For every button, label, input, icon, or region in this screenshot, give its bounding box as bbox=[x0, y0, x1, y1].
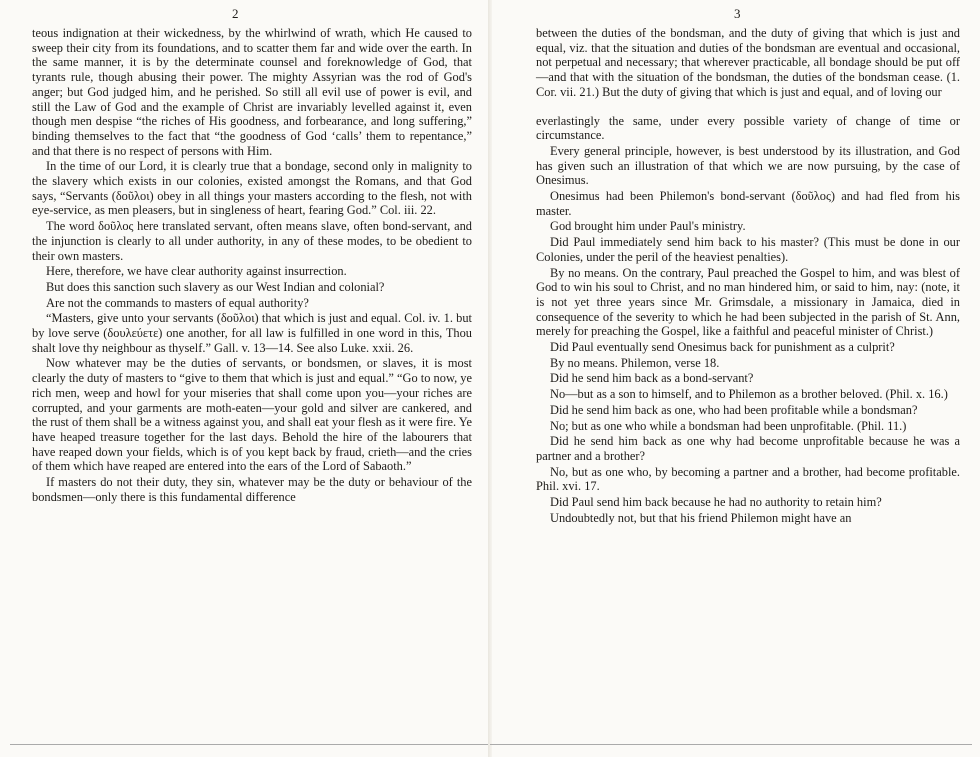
paragraph: teous indignation at their wickedness, by the whirlwind of wrath, which He caused to sweep their city from its foundations, and to scatter them far and wide over the earth. In the same manner, it is by the determinate counsel and foreknowledge of God, that tyrants rule, though abusing their power. The mighty Assyrian was the rod of God's anger; but God judged him, and he perished. So still all evil use of power is evil, and still the Law of God and the example of Christ are invariably levelled against it, even though men despise “the riches of His goodness, and forbearance, and long suffering,” binding themselves to the fact that “the goodness of God ‘calls’ them to repentance,” and that there is no respect of persons with Him. bbox=[32, 26, 472, 158]
missing-text-gap bbox=[536, 100, 960, 114]
paragraph: By no means. On the contrary, Paul preached the Gospel to him, and was blest of God to win his soul to Christ, and no man hindered him, or said to him, nay: (note, it is not yet three years since Mr. Grimsdale, a missionary in Jamaica, died in consequence of the severity to which he had been subjected in the parish of St. Ann, merely for preaching the Gospel, like a faithful and peaceful minister of Christ.) bbox=[536, 265, 960, 339]
paragraph: In the time of our Lord, it is clearly true that a bondage, second only in malignity to the slavery which exists in our colonies, existed amongst the Romans, and that God says, “Servants (δοῦλοι) obey in all things your masters according to the flesh, not with eye-service, as men pleasers, but in singleness of heart, fearing God.” Col. iii. 22. bbox=[32, 159, 472, 218]
paragraph: Are not the commands to masters of equal authority? bbox=[46, 295, 309, 310]
paragraph: The word δοῦλος here translated servant, often means slave, often bond-servant, and the injunction is clearly to all under authority, in any of these modes, to be obedient to their own masters. bbox=[32, 219, 472, 263]
page-bottom-rule bbox=[490, 744, 972, 745]
paragraph: Onesimus had been Philemon's bond-servant (δοῦλος) and had fled from his master. bbox=[536, 189, 960, 218]
paragraph: Did Paul eventually send Onesimus back for punishment as a culprit? bbox=[550, 340, 895, 355]
paragraph: “Masters, give unto your servants (δοῦλοι) that which is just and equal. Col. iv. 1. but by love serve (δουλεύετε) one another, for all law is fulfilled in one word in this, Thou shalt love thy neighbour as thyself.” Gall. v. 13—14. See also Luke. xxii. 26. bbox=[32, 311, 472, 355]
paragraph: Did Paul send him back because he had no authority to retain him? bbox=[550, 495, 882, 510]
paragraph: Did he send him back as one, who had been profitable while a bondsman? bbox=[550, 402, 918, 417]
paragraph: Did he send him back as one why had become unprofitable because he was a partner and a brother? bbox=[536, 434, 960, 463]
paragraph: God brought him under Paul's ministry. bbox=[550, 219, 746, 234]
page-number-left: 2 bbox=[232, 6, 239, 21]
paragraph: between the duties of the bondsman, and the duty of giving that which is just and equal, viz. that the situation and duties of the bondsman are eventual and occasional, not perpetual and necessary; that wherever practicable, all bondage should be put off—and that with the situation of the bondsman, the duties of the bondsman cease. (1. Cor. vii. 21.) But the duty of giving that which is just and equal, and of loving our bbox=[536, 26, 960, 99]
page-number-right: 3 bbox=[734, 6, 741, 21]
paragraph: Now whatever may be the duties of servants, or bondsmen, or slaves, it is most clearly the duty of masters to “give to them that which is just and equal.” “Go to now, ye rich men, weep and howl for your miseries that shall come upon you—your riches are corrupted, and your garments are moth-eaten—your gold and silver are cankered, and the rust of them shall be a witness against you, and shall eat your flesh as it were fire. Ye have heaped treasure together for the last days. Behold the hire of the labourers that have reaped down your fields, which is of you kept back by fraud, crieth—and the cries of them which have reaped are entered into the ears of the Lord of Sabaoth.” bbox=[32, 356, 472, 474]
paragraph: Did Paul immediately send him back to his master? (This must be done in our Colonies, under the peril of the heaviest penalties). bbox=[536, 235, 960, 264]
paragraph: Here, therefore, we have clear authority against insurrection. bbox=[46, 264, 347, 279]
page-bottom-rule bbox=[10, 744, 490, 745]
paragraph: everlastingly the same, under every possible variety of change of time or circumstance. bbox=[536, 113, 960, 143]
right-page bbox=[490, 0, 980, 757]
paragraph: If masters do not their duty, they sin, whatever may be the duty or behaviour of the bondsmen—only there is this fundamental difference bbox=[32, 475, 472, 504]
paragraph: No; but as one who while a bondsman had been unprofitable. (Phil. 11.) bbox=[550, 418, 907, 433]
paragraph: Did he send him back as a bond-servant? bbox=[550, 371, 754, 386]
paragraph: No—but as a son to himself, and to Philemon as a brother beloved. (Phil. x. 16.) bbox=[550, 387, 948, 402]
paragraph: Undoubtedly not, but that his friend Philemon might have an bbox=[550, 510, 852, 525]
paragraph: No, but as one who, by becoming a partner and a brother, had become profitable. Phil. xvi. 17. bbox=[536, 464, 960, 494]
paragraph: Every general principle, however, is best understood by its illustration, and God has given such an illustration of that which we are now pursuing, by the case of Onesimus. bbox=[536, 143, 960, 188]
paragraph: But does this sanction such slavery as our West Indian and colonial? bbox=[46, 279, 385, 294]
paragraph: By no means. Philemon, verse 18. bbox=[550, 355, 720, 370]
